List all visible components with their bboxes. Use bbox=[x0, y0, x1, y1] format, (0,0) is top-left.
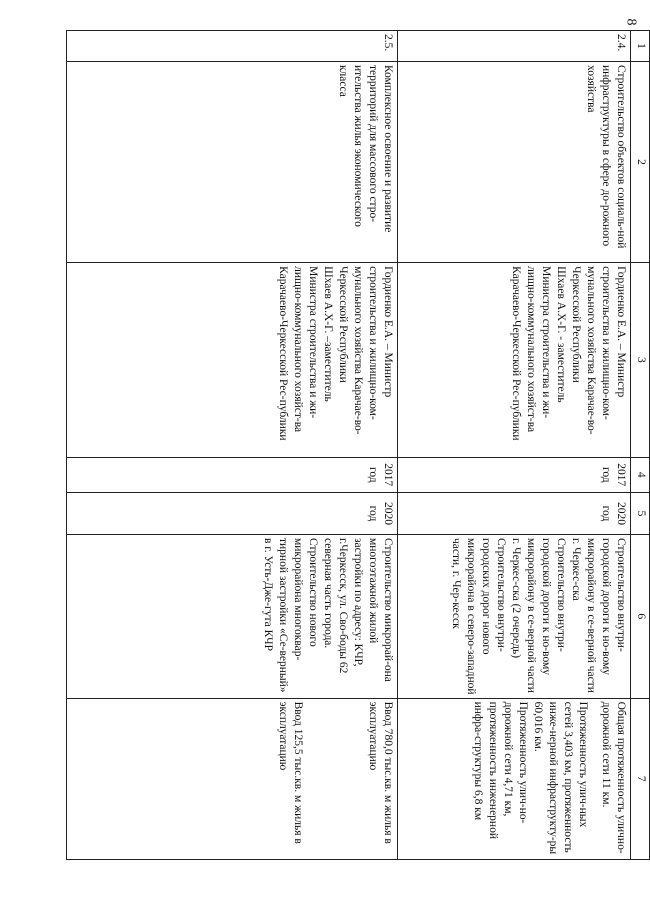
program-table bbox=[66, 30, 650, 860]
measure-line: Строительство внутри-городской дороги к но-вому микрорайону в се-верной части г. Черкес-ска bbox=[570, 537, 627, 693]
measure-line: Строительство внутри-городских дорог нового микрорайона в северо-западной части, г. Чер-кесск bbox=[450, 537, 507, 695]
table-row bbox=[398, 31, 631, 860]
page-number: 8 bbox=[623, 18, 639, 26]
row-result bbox=[67, 698, 398, 859]
header-cell: 3 bbox=[631, 263, 650, 458]
row-name: Строительство объектов социаль-ной инфраструктуры в сфере до-рожного хозяйства bbox=[398, 61, 631, 262]
row-responsible bbox=[398, 263, 631, 458]
row-measures bbox=[398, 534, 631, 698]
result-line: Протяженность улич-ных сетей 3,403 км, протяженность инже-нерной инфраструкту-ры 60,016 км. bbox=[532, 701, 589, 855]
measure-line: Строительство микрорай-она многоэтажной жилой застройки по адресу: КЧР, г.Черкесск, ул. Сво-боды 62 северная часть города. bbox=[322, 537, 394, 682]
result-line: Ввод 125,5 тыс.кв. м жилья в эксплуатацию bbox=[277, 701, 304, 844]
row-end-year: 2020 год bbox=[398, 492, 631, 534]
row-start-year: 2017 год bbox=[398, 457, 631, 492]
row-measures bbox=[67, 534, 398, 698]
result-line: Общая протяженность улично-дорожной сети 11 км. bbox=[600, 701, 627, 854]
header-cell: 7 bbox=[631, 698, 650, 859]
responsible-line: Гордиенко Е.А. – Министр строительства и жилищно-ком-мунального хозяйства Карачае-во-Черкесской Республики bbox=[570, 266, 627, 435]
row-number: 2.4. bbox=[398, 31, 631, 62]
header-cell: 1 bbox=[631, 31, 650, 62]
row-end-year: 2020 год bbox=[67, 492, 398, 534]
row-responsible bbox=[67, 263, 398, 458]
header-cell: 2 bbox=[631, 61, 650, 262]
table-row bbox=[67, 31, 398, 860]
header-cell: 6 bbox=[631, 534, 650, 698]
responsible-line: Шхаев А.Х-Г. –заместитель Министра строительства и жи-лищно-коммунального хозяйст-ва Карачаево-Черкесской Рес-публики bbox=[277, 266, 334, 441]
result-line: Ввод 780,0 тыс.кв. м жилья в эксплуатацию bbox=[367, 701, 394, 844]
row-start-year: 2017 год bbox=[67, 457, 398, 492]
row-name: Комплексное освоение и развитие территорий для массового стро-ительства жилья экономического класса bbox=[67, 61, 398, 262]
measure-line: Строительство нового микрорайона многоквар-тирной застройки «Се-верный» в г. Усть-Дже-гута КЧР bbox=[262, 537, 319, 693]
measure-line: Строительство внутри-городской дороги к но-вому микрорайону в се-верной части г. Черкес-ска (2 очередь) bbox=[510, 537, 567, 693]
responsible-line: Шхаев А.Х-Г. - заместитель Министра строительства и жи-лищно-коммунального хозяйст-ва Карачаево-Черкесской Рес-публики bbox=[510, 266, 567, 441]
header-cell: 4 bbox=[631, 457, 650, 492]
rotated-table-container bbox=[50, 30, 650, 860]
header-cell: 5 bbox=[631, 492, 650, 534]
responsible-line: Гордиенко Е.А. – Министр строительства и жилищно-ком-мунального хозяйства Карачае-во-Черкесской Республики bbox=[337, 266, 394, 435]
row-result bbox=[398, 698, 631, 859]
row-number: 2.5. bbox=[67, 31, 398, 62]
table-header-row bbox=[631, 31, 650, 860]
result-line: Протяженность улич-но-дорожной сети 4,71 км, протяженность инженерной инфра-структуры 6,8 км bbox=[472, 701, 529, 839]
